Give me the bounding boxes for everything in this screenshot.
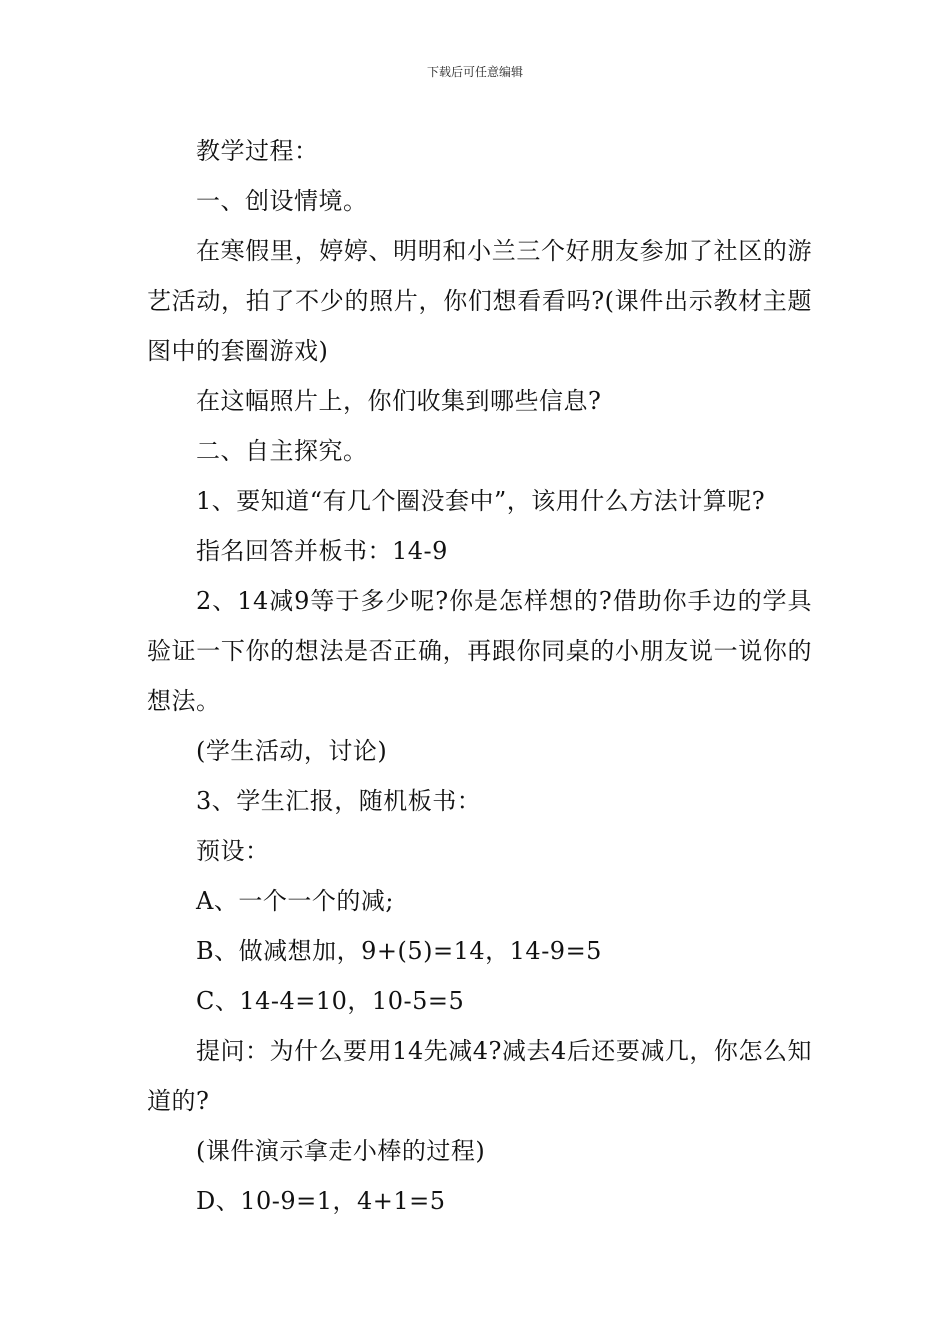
paragraph-section-one: 一、创设情境。 — [196, 187, 368, 215]
paragraph-scenario: 在寒假里，婷婷、明明和小兰三个好朋友参加了社区的游艺活动，拍了不少的照片，你们想看看吗?(课件出示教材主题图中的套圈游戏) — [147, 237, 812, 365]
paragraph-board-writing: 指名回答并板书：14-9 — [196, 537, 448, 565]
page-header: 下载后可任意编辑 — [426, 65, 523, 79]
paragraph-section-two: 二、自主探究。 — [196, 437, 368, 465]
paragraph-courseware-demo: (课件演示拿走小棒的过程) — [196, 1137, 486, 1165]
paragraph-step-one: 1、要知道“有几个圈没套中”，该用什么方法计算呢? — [196, 487, 766, 515]
paragraph-option-a: A、一个一个的减; — [196, 887, 394, 915]
paragraph-option-d: D、10-9=1，4+1=5 — [196, 1187, 446, 1215]
paragraph-option-c: C、14-4=10，10-5=5 — [196, 987, 465, 1015]
paragraph-teaching-process: 教学过程： — [196, 137, 319, 165]
paragraph-step-two: 2、14减9等于多少呢?你是怎样想的?借助你手边的学具验证一下你的想法是否正确，再跟你同桌的小朋友说一说你的想法。 — [147, 587, 812, 715]
paragraph-step-three: 3、学生汇报，随机板书： — [196, 787, 482, 815]
paragraph-question-why: 提问：为什么要用14先减4?减去4后还要减几，你怎么知道的? — [147, 1037, 812, 1115]
paragraph-option-b: B、做减想加，9+(5)=14，14-9=5 — [196, 937, 602, 965]
document-body — [147, 126, 812, 1226]
paragraph-preset: 预设： — [196, 837, 270, 865]
paragraph-question-info: 在这幅照片上，你们收集到哪些信息? — [196, 387, 602, 415]
paragraph-student-activity: (学生活动，讨论) — [196, 737, 388, 765]
